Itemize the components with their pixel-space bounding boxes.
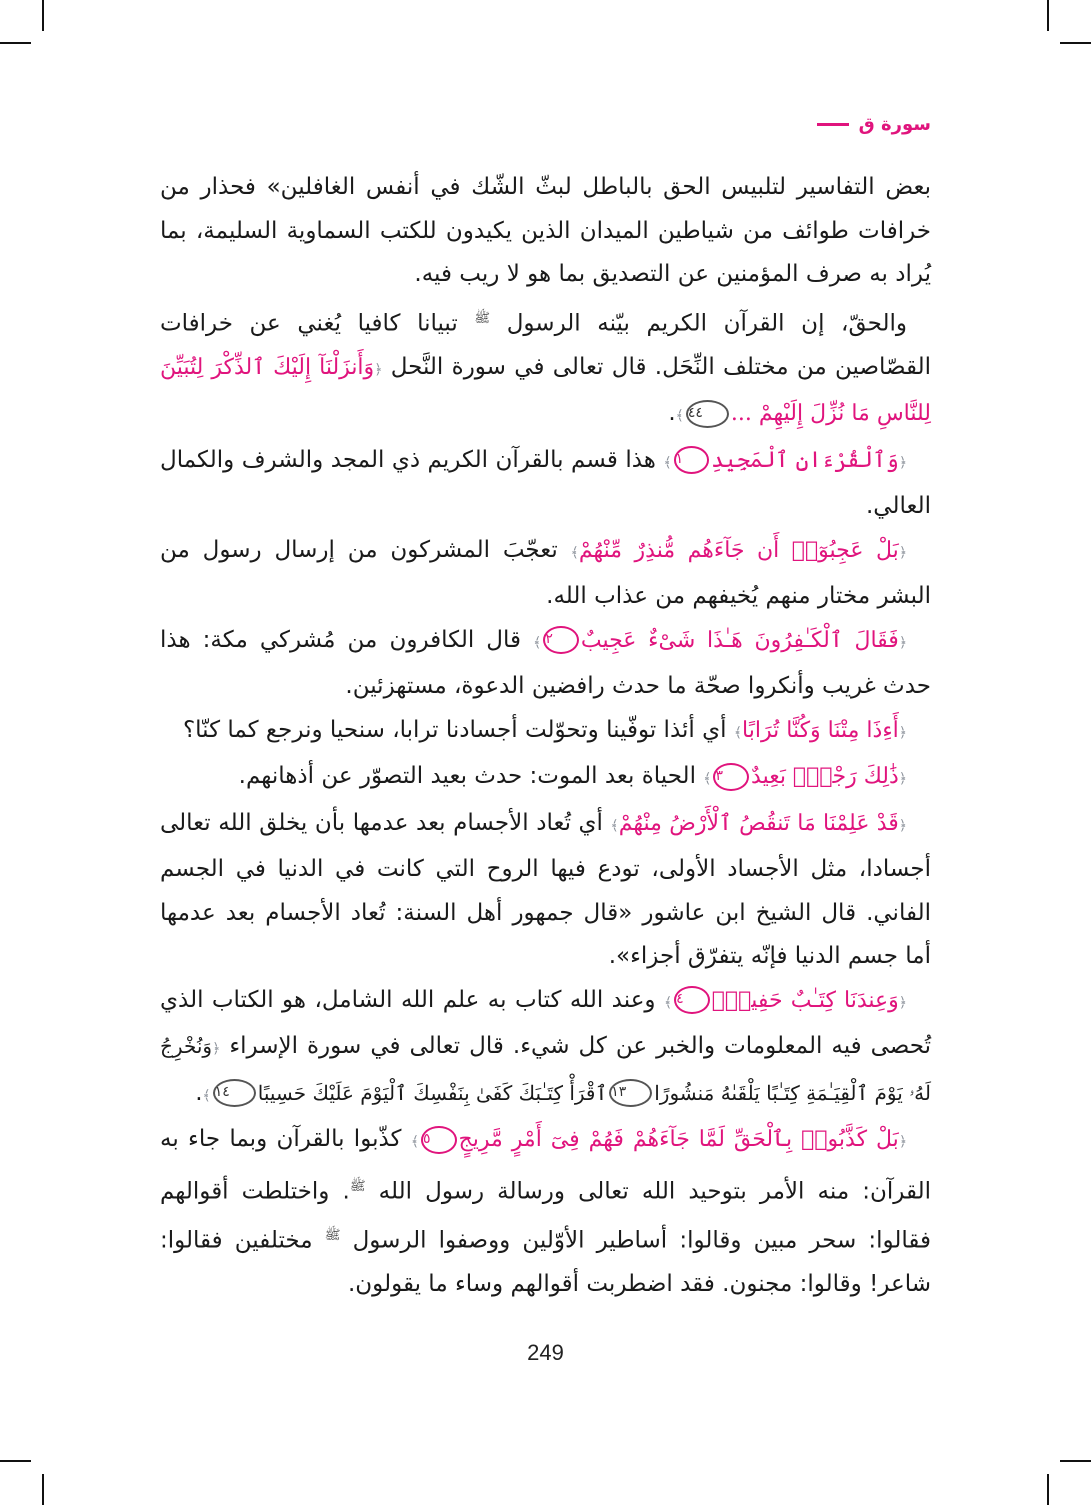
- text: .: [668, 400, 676, 427]
- salutation-icon: ﷺ: [324, 1227, 341, 1243]
- commentary-text: . واختلطت أقوالهم فقالوا: سحر مبين وقالوا: أساطير الأوّلين ووصفوا الرسول: [160, 1178, 931, 1254]
- commentary-text: قال الكافرون من مُشركي مكة: هذا حدث غريب وأنكروا صحّة ما حدث رافضين الدعوة، مستهزئين.: [160, 626, 931, 700]
- verse-open-ornament-icon: ﴿: [898, 724, 907, 741]
- crop-mark-top-right-v: [1047, 0, 1049, 31]
- verse-close-ornament-icon: ﴾: [663, 454, 672, 471]
- crop-mark-top-left-h: [0, 42, 31, 44]
- verse-commentary-1: [160, 439, 931, 529]
- text: والحقّ، إن القرآن الكريم بيّنه الرسول: [506, 310, 908, 337]
- quran-quote: وَٱلْقُرْءَانِ ٱلْمَجِيدِ: [711, 447, 899, 473]
- verse-commentary-7: [160, 979, 931, 1119]
- quran-quote: وَعِندَنَا كِتَـٰبٌ حَفِيظٌۢ: [711, 987, 899, 1013]
- verse-open-ornament-icon: ﴿: [898, 817, 907, 834]
- verse-open-ornament-icon: ﴿: [898, 634, 908, 651]
- quran-quote: فَقَالَ ٱلْكَـٰفِرُونَ هَـٰذَا شَىْءٌ عَجِيبٌ: [580, 627, 899, 653]
- ayah-number-icon: ٥: [421, 1126, 457, 1154]
- commentary-text: مختلفين فقالوا: شاعر! وقالوا: مجنون. فقد اضطربت أقوالهم وساء ما يقولون.: [160, 1227, 931, 1297]
- commentary-text: أي تُعاد الأجسام بعد عدمها بأن يخلق الله تعالى أجسادا، مثل الأجساد الأولى، تودع فيها الروح التي كانت في الدنيا في الجسم الفاني. قال الشيخ ابن عاشور «قال جمهور أهل السنة: تُعاد الأجسام بعد عدمها أما جسم الدنيا فإنّه يتفرّق أجزاء».: [160, 809, 931, 970]
- commentary-text: أي أئذا توفّينا وتحوّلت أجسادنا ترابا، سنحيا ونرجع كما كنّا؟: [182, 716, 727, 743]
- crop-mark-top-left-v: [42, 0, 44, 31]
- isra-quote-b: ٱقْرَأْ كِتَـٰبَكَ كَفَىٰ بِنَفْسِكَ ٱلْيَوْمَ عَلَيْكَ حَسِيبًا: [257, 1080, 608, 1105]
- quran-quote: بَلْ كَذَّبُوا۟ بِٱلْحَقِّ لَمَّا جَآءَهُمْ فَهُمْ فِىٓ أَمْرٍ مَّرِيجٍ: [458, 1127, 899, 1153]
- verse-close-ornament-icon: ﴾: [703, 771, 712, 788]
- verse-commentary-8: [160, 1118, 931, 1306]
- text: .: [195, 1079, 203, 1106]
- page-number: 249: [527, 1340, 564, 1365]
- verse-open-ornament-icon: ﴿: [898, 1134, 908, 1151]
- verse-close-ornament-icon: ﴾: [733, 724, 743, 741]
- paragraph-quran-clarity: [160, 297, 931, 439]
- header-dash: [817, 123, 849, 126]
- ayah-number-icon: ١٤: [213, 1079, 256, 1107]
- crop-mark-top-right-h: [1060, 42, 1091, 44]
- commentary-text: تعجّبَ المشركون من إرسال رسول من البشر مختار منهم يُخيفهم من عذاب الله.: [160, 536, 931, 610]
- crop-mark-bottom-right-h: [1060, 1460, 1091, 1462]
- verse-open-ornament-icon: ﴿: [898, 544, 908, 561]
- verse-open-ornament-icon: ﴿: [898, 994, 907, 1011]
- commentary-text: هذا قسم بالقرآن الكريم ذي المجد والشرف والكمال العالي.: [160, 446, 931, 520]
- quran-quote: ذَٰلِكَ رَجْعٌۢ بَعِيدٌ: [751, 764, 899, 790]
- crop-mark-bottom-left-h: [0, 1460, 31, 1462]
- verse-commentary-3: [160, 619, 931, 709]
- ayah-number-icon: ٣: [713, 763, 749, 791]
- verse-commentary-5: [160, 755, 931, 802]
- verse-close-ornament-icon: ﴾: [610, 817, 619, 834]
- verse-commentary-4: [160, 709, 931, 756]
- crop-mark-bottom-right-v: [1047, 1474, 1049, 1505]
- isra-quote-a: وَنُخْرِجُ لَهُۥ يَوْمَ ٱلْقِيَـٰمَةِ كِتَـٰبًا يَلْقَىٰهُ مَنشُورًا: [160, 1034, 931, 1105]
- verse-close-ornament-icon: ﴾: [675, 408, 684, 425]
- quran-quote: بَلْ عَجِبُوٓا۟ أَن جَآءَهُم مُّنذِرٌ مِّنْهُمْ: [578, 537, 899, 563]
- verse-close-ornament-icon: ﴾: [202, 1087, 211, 1104]
- ayah-number-icon: ١: [674, 446, 710, 474]
- salutation-icon: ﷺ: [349, 1178, 366, 1194]
- verse-close-ornament-icon: ﴾: [663, 994, 673, 1011]
- crop-mark-bottom-left-v: [42, 1474, 44, 1505]
- verse-open-ornament-icon: ﴿: [212, 1041, 221, 1058]
- ayah-number-icon: ٢: [543, 626, 579, 654]
- paragraph-intro: بعض التفاسير لتلبيس الحق بالباطل لبثّ الشّك في أنفس الغافلين» فحذار من خرافات طوائف من شياطين الميدان الذين يكيدون للكتب السماوية السليمة، بما يُراد به صرف المؤمنين عن التصديق بما هو لا ريب فيه.: [160, 174, 931, 287]
- quran-quote: قَدْ عَلِمْنَا مَا تَنقُصُ ٱلْأَرْضُ مِنْهُمْ: [618, 810, 899, 836]
- salutation-icon: ﷺ: [474, 310, 491, 326]
- verse-commentary-2: [160, 529, 931, 619]
- verse-open-ornament-icon: ﴿: [898, 454, 908, 471]
- commentary-text: الحياة بعد الموت: حدث بعيد التصوّر عن أذهانهم.: [238, 763, 696, 790]
- commentary-text: وعند الله كتاب به علم الله الشامل، هو الكتاب الذي تُحصى فيه المعلومات والخبر عن كل شيء. قال تعالى في سورة الإسراء: [160, 986, 932, 1060]
- verse-close-ornament-icon: ﴾: [570, 544, 579, 561]
- verse-close-ornament-icon: ﴾: [410, 1134, 420, 1151]
- verse-commentary-6: [160, 802, 931, 979]
- ayah-number-icon: ١٣: [609, 1079, 652, 1107]
- commentary-text: كذّبوا بالقرآن وبما جاء به القرآن: منه الأمر بتوحيد الله تعالى ورسالة رسول الله: [160, 1126, 931, 1205]
- quran-quote: وَأَنزَلْنَآ إِلَيْكَ ٱلذِّكْرَ لِتُبَيِّنَ لِلنَّاسِ مَا نُزِّلَ إِلَيْهِمْ ...: [160, 354, 931, 427]
- page-body: [160, 166, 931, 1306]
- ayah-number-icon: ٤٤: [686, 400, 729, 428]
- running-head: [817, 114, 931, 135]
- quran-quote: أَءِذَا مِتْنَا وَكُنَّا تُرَابًا: [742, 717, 899, 743]
- verse-open-ornament-icon: ﴿: [374, 361, 383, 378]
- verse-close-ornament-icon: ﴾: [533, 634, 542, 651]
- text: تبيانا كافيا يُغني عن خرافات القصّاصين من مختلف النِّحَل. قال تعالى في سورة النَّحل: [160, 310, 932, 380]
- ayah-number-icon: ٤: [674, 986, 710, 1014]
- surah-title: سورة ق: [858, 114, 931, 135]
- verse-open-ornament-icon: ﴿: [898, 771, 907, 788]
